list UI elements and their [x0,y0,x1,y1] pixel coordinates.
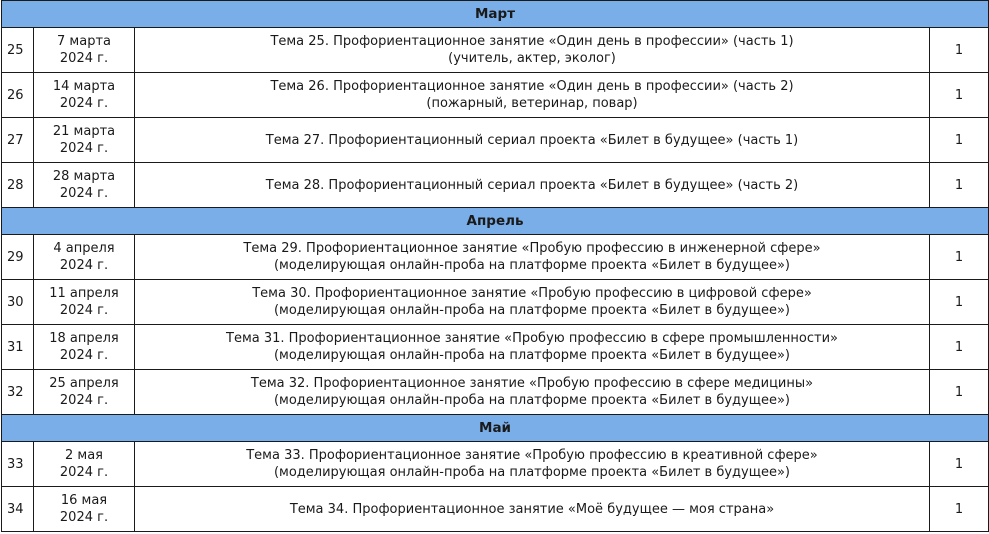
lesson-hours: 1 [930,325,989,370]
lesson-number: 32 [2,370,34,415]
lesson-hours: 1 [930,442,989,487]
month-header-row [2,1,989,28]
lesson-topic: Тема 27. Профориентационный сериал проекта «Билет в будущее» (часть 1) [135,118,930,163]
lesson-hours: 1 [930,370,989,415]
lesson-topic: Тема 26. Профориентационное занятие «Один день в профессии» (часть 2) (пожарный, ветеринар, повар) [135,73,930,118]
lesson-number: 33 [2,442,34,487]
lesson-number: 28 [2,163,34,208]
lesson-date: 16 мая 2024 г. [34,487,135,532]
month-header: Май [2,415,989,442]
month-header-row [2,208,989,235]
lesson-number: 29 [2,235,34,280]
table-row [2,487,989,532]
table-row [2,280,989,325]
lesson-number: 31 [2,325,34,370]
table-row [2,118,989,163]
lesson-date: 28 марта 2024 г. [34,163,135,208]
lesson-topic: Тема 34. Профориентационное занятие «Моё будущее — моя страна» [135,487,930,532]
lesson-date: 21 марта 2024 г. [34,118,135,163]
lesson-topic: Тема 30. Профориентационное занятие «Пробую профессию в цифровой сфере» (моделирующая онлайн-проба на платформе проекта «Билет в будущее») [135,280,930,325]
month-header: Март [2,1,989,28]
lesson-topic: Тема 25. Профориентационное занятие «Один день в профессии» (часть 1) (учитель, актер, эколог) [135,28,930,73]
lesson-topic: Тема 32. Профориентационное занятие «Пробую профессию в сфере медицины» (моделирующая онлайн-проба на платформе проекта «Билет в будущее») [135,370,930,415]
table-row [2,370,989,415]
table-row [2,325,989,370]
lesson-topic: Тема 28. Профориентационный сериал проекта «Билет в будущее» (часть 2) [135,163,930,208]
lesson-hours: 1 [930,235,989,280]
lesson-topic: Тема 29. Профориентационное занятие «Пробую профессию в инженерной сфере» (моделирующая онлайн-проба на платформе проекта «Билет в будущее») [135,235,930,280]
schedule-table [1,0,989,532]
lesson-date: 18 апреля 2024 г. [34,325,135,370]
lesson-hours: 1 [930,163,989,208]
schedule-body [2,1,989,532]
month-header-row [2,415,989,442]
table-row [2,163,989,208]
lesson-number: 30 [2,280,34,325]
lesson-date: 14 марта 2024 г. [34,73,135,118]
month-header: Апрель [2,208,989,235]
lesson-date: 7 марта 2024 г. [34,28,135,73]
lesson-topic: Тема 31. Профориентационное занятие «Пробую профессию в сфере промышленности» (моделирующая онлайн-проба на платформе проекта «Билет в будущее») [135,325,930,370]
lesson-hours: 1 [930,280,989,325]
lesson-number: 27 [2,118,34,163]
lesson-hours: 1 [930,487,989,532]
lesson-topic: Тема 33. Профориентационное занятие «Пробую профессию в креативной сфере» (моделирующая онлайн-проба на платформе проекта «Билет в будущее») [135,442,930,487]
table-row [2,442,989,487]
lesson-hours: 1 [930,73,989,118]
lesson-date: 2 мая 2024 г. [34,442,135,487]
lesson-number: 26 [2,73,34,118]
lesson-number: 34 [2,487,34,532]
lesson-hours: 1 [930,28,989,73]
lesson-date: 25 апреля 2024 г. [34,370,135,415]
table-row [2,28,989,73]
table-row [2,73,989,118]
lesson-number: 25 [2,28,34,73]
lesson-date: 11 апреля 2024 г. [34,280,135,325]
lesson-hours: 1 [930,118,989,163]
table-row [2,235,989,280]
lesson-date: 4 апреля 2024 г. [34,235,135,280]
